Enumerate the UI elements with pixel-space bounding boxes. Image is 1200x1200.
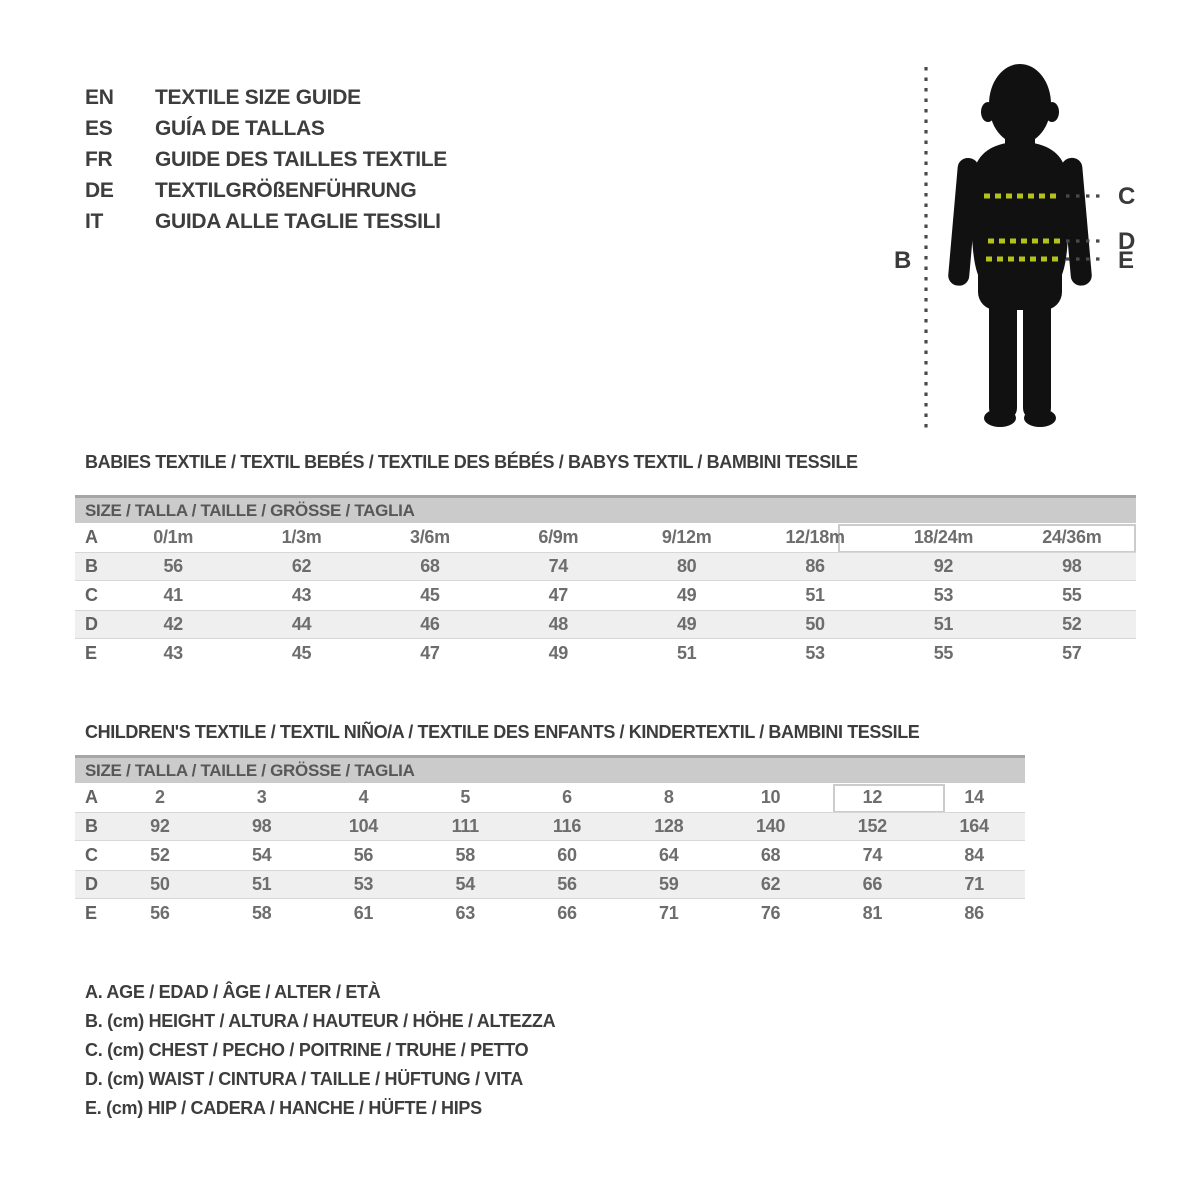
row-label: A [85, 787, 98, 807]
chest-label: C [1118, 183, 1136, 210]
legend-height: B. (cm) HEIGHT / ALTURA / HAUTEUR / HÖHE / ALTEZZA [85, 1011, 556, 1031]
table-cell: 53 [933, 585, 954, 605]
size-header-bar [75, 495, 1136, 523]
language-row-fr [85, 144, 447, 175]
table-cell: 12/18m [785, 527, 845, 547]
table-cell: 86 [964, 903, 984, 923]
hip-label: E [1118, 247, 1135, 274]
row-label: C [85, 845, 98, 865]
table-row-b [75, 552, 1136, 581]
table-cell: 43 [163, 643, 183, 663]
table-cell: 3/6m [410, 527, 450, 547]
language-code: EN [85, 85, 114, 109]
table-cell: 92 [150, 816, 170, 836]
table-row-e [75, 899, 1025, 928]
table-cell: 86 [805, 556, 825, 576]
table-cell: 68 [760, 845, 781, 865]
legend-chest: C. (cm) CHEST / PECHO / POITRINE / TRUHE / PETTO [85, 1040, 529, 1060]
language-title-list [85, 82, 447, 237]
table-cell: 74 [548, 556, 569, 576]
table-cell: 111 [451, 816, 479, 836]
table-row-c [75, 841, 1025, 870]
row-label: D [85, 874, 98, 894]
table-cell: 128 [654, 816, 684, 836]
table-cell: 81 [862, 903, 883, 923]
guide-title: TEXTILGRÖßENFÜHRUNG [155, 178, 417, 202]
table-cell: 5 [460, 787, 471, 807]
table-cell: 68 [420, 556, 440, 576]
table-cell: 152 [857, 816, 887, 836]
row-label: E [85, 903, 97, 923]
table-cell: 58 [455, 845, 475, 865]
table-cell: 62 [291, 556, 312, 576]
language-code: DE [85, 178, 114, 202]
table-cell: 52 [150, 845, 170, 865]
table-cell: 53 [353, 874, 374, 894]
table-cell: 41 [163, 585, 183, 605]
table-cell: 10 [760, 787, 781, 807]
table-cell: 63 [455, 903, 475, 923]
row-label: A [85, 527, 98, 547]
table-cell: 46 [420, 614, 440, 634]
table-cell: 56 [557, 874, 577, 894]
waist-label: D [1118, 228, 1136, 255]
table-cell: 18/24m [913, 527, 974, 547]
table-cell: 51 [933, 614, 954, 634]
table-row-d [75, 610, 1136, 639]
table-cell: 55 [1062, 585, 1082, 605]
table-cell: 47 [420, 643, 440, 663]
table-cell: 140 [755, 816, 786, 836]
guide-title: GUÍA DE TALLAS [155, 116, 325, 140]
table-cell: 55 [933, 643, 954, 663]
child-silhouette [947, 64, 1092, 427]
table-cell: 92 [933, 556, 954, 576]
table-cell: 56 [353, 845, 374, 865]
size-header-label: SIZE / TALLA / TAILLE / GRÖSSE / TAGLIA [85, 761, 415, 780]
table-cell: 12 [862, 787, 883, 807]
table-cell: 52 [1062, 614, 1082, 634]
table-row-e [75, 639, 1136, 668]
table-cell: 53 [805, 643, 825, 663]
row-label: B [85, 816, 98, 836]
table-cell: 56 [163, 556, 183, 576]
babies-size-table [75, 495, 1136, 668]
table-cell: 98 [1062, 556, 1082, 576]
row-label: E [85, 643, 97, 663]
table-cell: 49 [676, 585, 697, 605]
table-cell: 48 [548, 614, 569, 634]
table-cell: 74 [862, 845, 883, 865]
table-cell: 54 [251, 845, 272, 865]
table-row-b [75, 812, 1025, 841]
table-cell: 76 [760, 903, 781, 923]
language-code: IT [85, 209, 104, 233]
table-cell: 6 [562, 787, 572, 807]
table-cell: 54 [455, 874, 475, 894]
legend-waist: D. (cm) WAIST / CINTURA / TAILLE / HÜFTUNG / VITA [85, 1069, 523, 1089]
legend-hip: E. (cm) HIP / CADERA / HANCHE / HÜFTE / HIPS [85, 1098, 482, 1118]
table-cell: 58 [251, 903, 272, 923]
table-cell: 24/36m [1042, 527, 1102, 547]
table-cell: 64 [659, 845, 679, 865]
table-cell: 71 [659, 903, 679, 923]
table-cell: 47 [548, 585, 569, 605]
table-cell: 8 [663, 787, 674, 807]
table-cell: 49 [548, 643, 569, 663]
table-cell: 42 [163, 614, 183, 634]
row-label: C [85, 585, 98, 605]
language-row-es [85, 113, 447, 144]
table-cell: 116 [552, 816, 582, 836]
size-header-bar [75, 755, 1025, 783]
table-cell: 14 [964, 787, 984, 807]
table-cell: 45 [291, 643, 312, 663]
language-row-de [85, 175, 447, 206]
table-cell: 51 [805, 585, 825, 605]
row-label: B [85, 556, 98, 576]
table-cell: 66 [862, 874, 883, 894]
table-row-a [75, 523, 1136, 552]
measurement-legend [85, 978, 555, 1123]
guide-title: GUIDE DES TAILLES TEXTILE [155, 147, 447, 171]
language-code: FR [85, 147, 113, 171]
table-cell: 1/3m [281, 527, 322, 547]
size-header-label: SIZE / TALLA / TAILLE / GRÖSSE / TAGLIA [85, 501, 415, 520]
table-cell: 2 [155, 787, 165, 807]
table-cell: 49 [676, 614, 697, 634]
table-cell: 51 [676, 643, 697, 663]
table-cell: 98 [251, 816, 272, 836]
table-cell: 56 [150, 903, 170, 923]
legend-age: A. AGE / EDAD / ÂGE / ALTER / ETÀ [85, 982, 381, 1002]
table-row-a [75, 783, 1025, 812]
language-row-it [85, 206, 447, 237]
table-cell: 104 [348, 816, 378, 836]
table-cell: 61 [353, 903, 374, 923]
table-cell: 50 [805, 614, 825, 634]
language-row-en [85, 82, 447, 113]
table-cell: 9/12m [661, 527, 712, 547]
height-label: B [894, 247, 912, 274]
table-cell: 50 [150, 874, 170, 894]
row-label: D [85, 614, 98, 634]
table-cell: 0/1m [153, 527, 194, 547]
guide-title: TEXTILE SIZE GUIDE [155, 85, 361, 109]
babies-section-title: BABIES TEXTILE / TEXTIL BEBÉS / TEXTILE DES BÉBÉS / BABYS TEXTIL / BAMBINI TESSILE [85, 452, 858, 472]
table-cell: 71 [964, 874, 984, 894]
table-cell: 66 [557, 903, 577, 923]
table-cell: 44 [291, 614, 312, 634]
table-cell: 164 [959, 816, 989, 836]
table-cell: 45 [420, 585, 440, 605]
guide-title: GUIDA ALLE TAGLIE TESSILI [155, 209, 441, 233]
table-cell: 59 [659, 874, 679, 894]
table-cell: 84 [964, 845, 984, 865]
language-code: ES [85, 116, 113, 140]
table-cell: 62 [760, 874, 781, 894]
children-size-table [75, 755, 1025, 928]
table-cell: 4 [358, 787, 369, 807]
children-section-title: CHILDREN'S TEXTILE / TEXTIL NIÑO/A / TEXTILE DES ENFANTS / KINDERTEXTIL / BAMBINI TESSILE [85, 722, 920, 742]
table-cell: 3 [256, 787, 267, 807]
table-row-c [75, 581, 1136, 610]
table-cell: 43 [291, 585, 312, 605]
table-row-d [75, 870, 1025, 899]
measurement-figure [870, 50, 1170, 445]
table-cell: 80 [676, 556, 697, 576]
table-cell: 57 [1062, 643, 1082, 663]
table-cell: 51 [251, 874, 272, 894]
table-cell: 60 [557, 845, 577, 865]
table-cell: 6/9m [538, 527, 579, 547]
